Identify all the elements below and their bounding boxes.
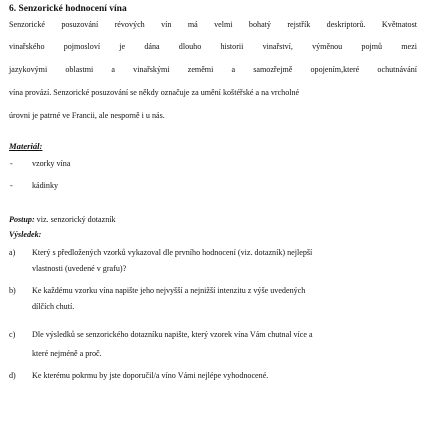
intro-line-5: úrovni je patrné ve Francii, ale nesporně i u nás. xyxy=(9,111,165,120)
vysledek-label: Výsledek: xyxy=(9,230,42,239)
question-b-line-1: Ke každému vzorku vína napište jeho nejvyšší a nejnižší intenzitu z výše uvedených xyxy=(32,286,306,295)
question-c-line-2: které nejméně a proč. xyxy=(32,349,102,358)
intro-line-1: Senzorické posuzování révových vín má velmi bohatý rejstřík deskriptorů. Květnatost xyxy=(9,20,417,29)
material-title: Materiál: xyxy=(9,141,43,151)
question-a-line-1: Který s předložených vzorků vykazoval dle prvního hodnocení (viz. dotazník) nejlepší xyxy=(32,248,313,257)
question-c-line-1: Dle výsledků se senzorického dotazníku napište, který vzorek vína Vám chutnal více a xyxy=(32,330,313,339)
intro-line-4: vína provází. Senzorické posuzování se někdy označuje za umění koštéřské a na vrcholné xyxy=(9,88,300,97)
postup-label: Postup: xyxy=(9,215,35,224)
postup-text: viz. senzorický dotazník xyxy=(34,215,116,224)
material-item-2: kádinky xyxy=(32,181,59,190)
question-a-label: a) xyxy=(9,248,16,257)
intro-line-2: vinařského pojmosloví je dána dlouho historii vinařství, výměnou pojmů mezi xyxy=(9,42,417,51)
question-b-line-2: dílčích chutí. xyxy=(32,302,75,311)
postup-line xyxy=(9,215,116,224)
question-b-label: b) xyxy=(9,286,16,295)
intro-line-3: jazykovými oblastmi a vinařskými zeměmi a samozřejmě opojením,které ochutnávání xyxy=(9,65,417,74)
question-d-line-1: Ke kterému pokrmu by jste doporučil/a víno Vámi nejlépe vyhodnocené. xyxy=(32,371,269,380)
material-dash-1: - xyxy=(10,159,13,168)
question-d-label: d) xyxy=(9,371,16,380)
section-heading: 6. Senzorické hodnocení vína xyxy=(9,4,127,14)
question-a-line-2: vlastnosti (uvedené v grafu)? xyxy=(32,264,127,273)
question-c-label: c) xyxy=(9,330,16,339)
material-dash-2: - xyxy=(10,181,13,190)
material-item-1: vzorky vína xyxy=(32,159,71,168)
